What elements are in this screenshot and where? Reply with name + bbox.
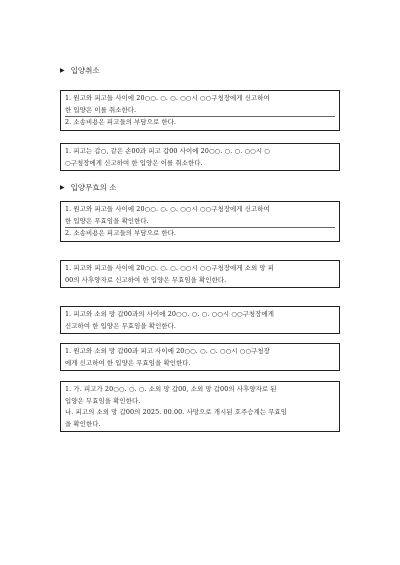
clause-line: 한 입양은 이를 취소한다. <box>65 105 137 114</box>
clause-box <box>60 201 340 242</box>
clause-box <box>60 381 340 432</box>
bullet-triangle-icon: ▶ <box>60 184 65 191</box>
clause-line: 00의 사후양자로 신고하여 한 입양은 무효임을 확인한다. <box>65 275 227 284</box>
clause-box <box>60 306 340 334</box>
section-heading: 입양취소 <box>70 66 100 75</box>
clause-line: 한 입양은 무효임을 확인한다. <box>65 216 149 225</box>
clause-box <box>60 260 340 288</box>
clause-box <box>60 143 340 171</box>
clause-line: 입양은 무효임을 확인한다. <box>65 396 141 405</box>
clause-line: 1. 원고와 피고들 사이에 20○○. ○. ○. ○○시 ○○구청장에게 신고하여 <box>65 94 270 102</box>
clause-line: 1. 원고와 피고들 사이에 20○○. ○. ○. ○○시 ○○구청장에게 신고하여 <box>65 205 270 213</box>
clause-line: 2. 소송비용은 피고들의 부담으로 한다. <box>65 116 335 129</box>
clause-line: 나. 피고의 소외 망 갑00의 2025. 00.00. 사망으로 개시된 호주승계는 무효임 <box>65 408 288 416</box>
heading-adoption-cancel <box>60 66 100 76</box>
clause-line: 을 확인한다. <box>65 419 101 428</box>
clause-line: 1. 피고와 소외 망 갑00과의 사이에 20○○. ○. ○. ○○시 ○○구청장에게 <box>65 310 274 318</box>
heading-adoption-invalid <box>60 183 116 193</box>
clause-line: 신고하여 한 입양은 무효임을 확인한다. <box>65 321 177 330</box>
clause-box <box>60 343 340 371</box>
clause-line: 1. 원고와 소외 망 갑00과 피고 사이에 20○○. ○. ○. ○○시 ○○구청장 <box>65 347 270 355</box>
clause-line: ○구청장에게 신고하여 한 입양은 이를 취소한다. <box>65 158 203 167</box>
clause-line: 1. 가. 피고가 20○○. ○. ○. 소외 망 갑00, 소외 망 갑00의 사후양자로 된 <box>65 385 277 393</box>
clause-box <box>60 90 340 131</box>
clause-line: 2. 소송비용은 피고들의 부담으로 한다. <box>65 227 335 240</box>
section-heading: 입양무효의 소 <box>70 183 117 192</box>
clause-line: 에게 신고하여 한 입양은 무효임을 확인한다. <box>65 358 191 367</box>
clause-line: 1. 피고와 피고들 사이에 20○○. ○. ○. ○○시 ○○구청장에게 소외 망 피 <box>65 264 275 272</box>
bullet-triangle-icon: ▶ <box>60 67 65 74</box>
clause-line: 1. 피고는 갑○, 같은 손00과 피고 갑00 사이에 20○○. ○. ○. ○○시 ○ <box>65 147 270 155</box>
